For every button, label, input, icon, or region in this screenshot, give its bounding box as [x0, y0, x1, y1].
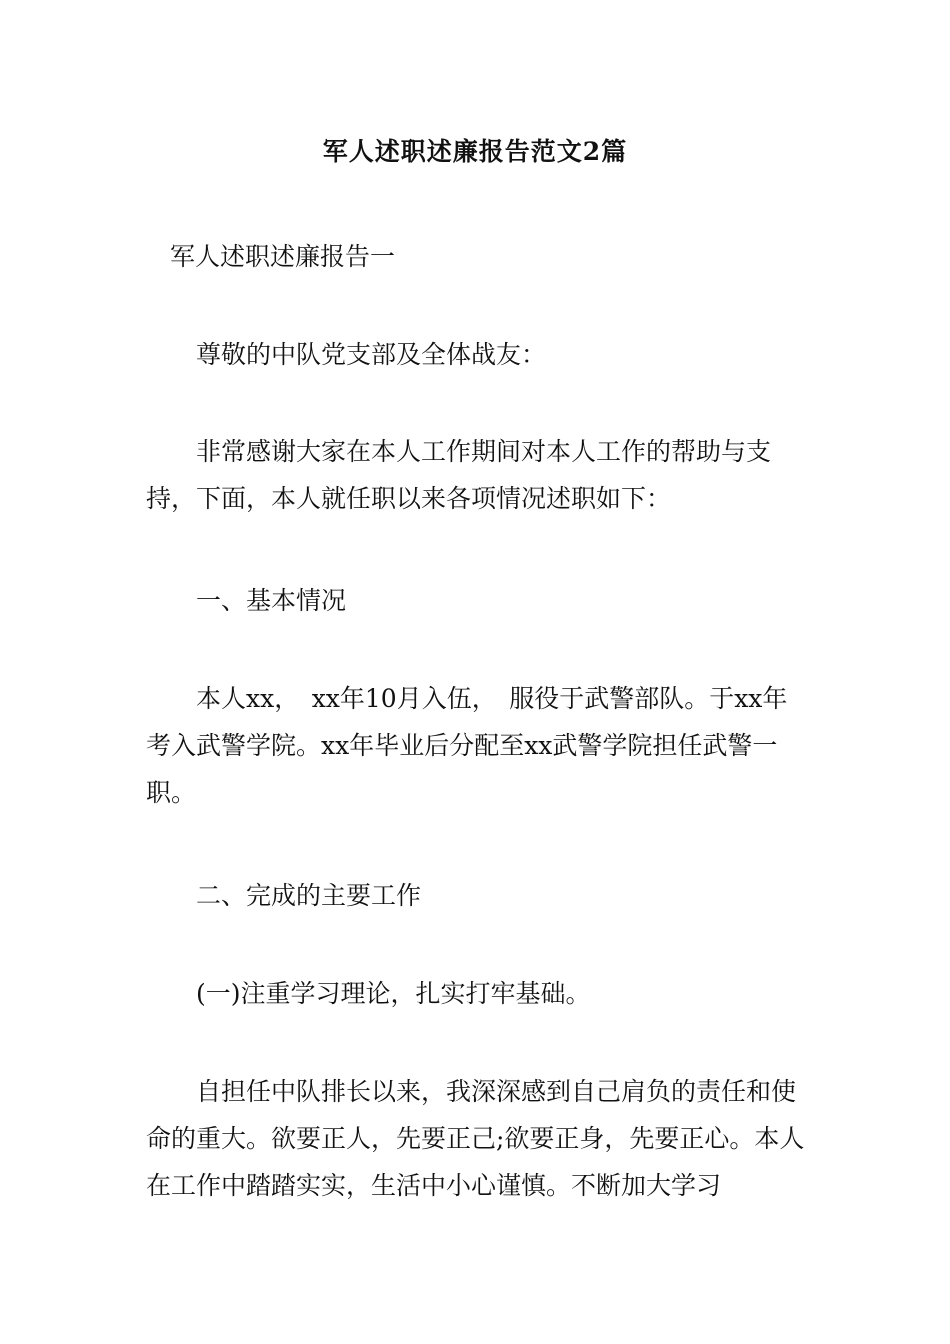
intro-paragraph: 非常感谢大家在本人工作期间对本人工作的帮助与支持，下面，本人就任职以来各项情况述职如下：	[146, 437, 772, 513]
heading-main-work: 二、完成的主要工作	[196, 881, 422, 910]
salutation-paragraph: 尊敬的中队党支部及全体战友：	[196, 340, 547, 369]
heading-basic-info: 一、基本情况	[196, 586, 347, 615]
document-title: 军人述职述廉报告范文2篇	[322, 137, 628, 166]
section-title: 军人述职述廉报告一	[170, 242, 396, 271]
basic-info-paragraph: 本人xx， xx年10月入伍， 服役于武警部队。于xx年考入武警学院。xx年毕业后分配至xx武警学院担任武警一职。	[146, 684, 788, 807]
subheading-study-theory: (一)注重学习理论，扎实打牢基础。	[196, 979, 591, 1008]
study-theory-paragraph: 自担任中队排长以来，我深深感到自己肩负的责任和使命的重大。欲要正人，先要正己;欲要正身，先要正心。本人在工作中踏踏实实，生活中小心谨慎。不断加大学习	[146, 1077, 805, 1200]
